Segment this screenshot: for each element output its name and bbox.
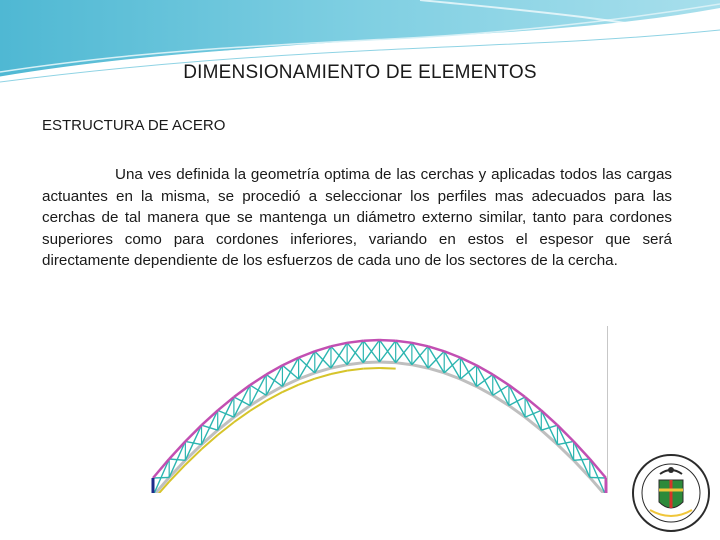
body-paragraph: Una ves definida la geometría optima de las cerchas y aplicadas todos las cargas actuantes en la misma, se procedió a seleccionar los perfiles mas adecuados para las cerchas de tal manera que se mantenga un diámetro externo similar, tanto para cordones superiores como para cordones inferiores, variando en estos el espesor que será directamente dependiente de los esfuerzos de cada uno de los sectores de la cercha. (42, 166, 672, 269)
web-member (169, 459, 185, 460)
web-member (153, 477, 169, 478)
top-chord-segment (396, 341, 412, 343)
bottom-chord-segment (574, 460, 590, 477)
web-member (250, 385, 266, 395)
bottom-chord-segment (396, 363, 412, 365)
top-chord-segment (590, 459, 606, 478)
bottom-chord-segment (557, 445, 573, 461)
top-chord-segment (363, 340, 379, 341)
bottom-chord-segment (541, 430, 557, 444)
web-member (396, 341, 412, 365)
yellow-chord-segment (347, 369, 363, 371)
top-chord-segment (541, 410, 557, 425)
bottom-chord-segment (380, 362, 396, 363)
web-member (299, 358, 315, 373)
web-member (541, 410, 557, 444)
yellow-chord-segment (331, 371, 347, 374)
top-chord-segment (557, 425, 573, 441)
web-member (315, 351, 331, 368)
web-member (347, 343, 363, 363)
top-chord-segment (347, 341, 363, 343)
slide-title: DIMENSIONAMIENTO DE ELEMENTOS (183, 62, 537, 83)
web-member (218, 410, 234, 417)
top-chord-segment (525, 397, 541, 410)
bottom-chord-segment (347, 363, 363, 365)
yellow-chord-segment (380, 368, 396, 369)
web-member (557, 425, 573, 460)
top-chord-segment (185, 425, 201, 441)
web-member (331, 346, 347, 364)
web-member (266, 375, 282, 387)
top-chord-segment (153, 459, 169, 478)
top-chord-segment (169, 441, 185, 459)
top-chord-segment (218, 397, 234, 410)
top-chord-segment (574, 441, 590, 459)
web-member (234, 397, 250, 406)
vertical-guide-line (607, 326, 608, 482)
bottom-chord-segment (169, 460, 185, 477)
university-seal-icon (630, 452, 712, 534)
top-chord-segment (202, 410, 218, 425)
web-member (282, 365, 298, 379)
top-chord-segment (380, 340, 396, 341)
bottom-chord-segment (363, 362, 379, 363)
yellow-chord-segment (363, 368, 379, 369)
steel-arch-truss-icon (148, 318, 618, 493)
section-subtitle: ESTRUCTURA DE ACERO (42, 117, 226, 134)
yellow-chord-segment (315, 374, 331, 379)
